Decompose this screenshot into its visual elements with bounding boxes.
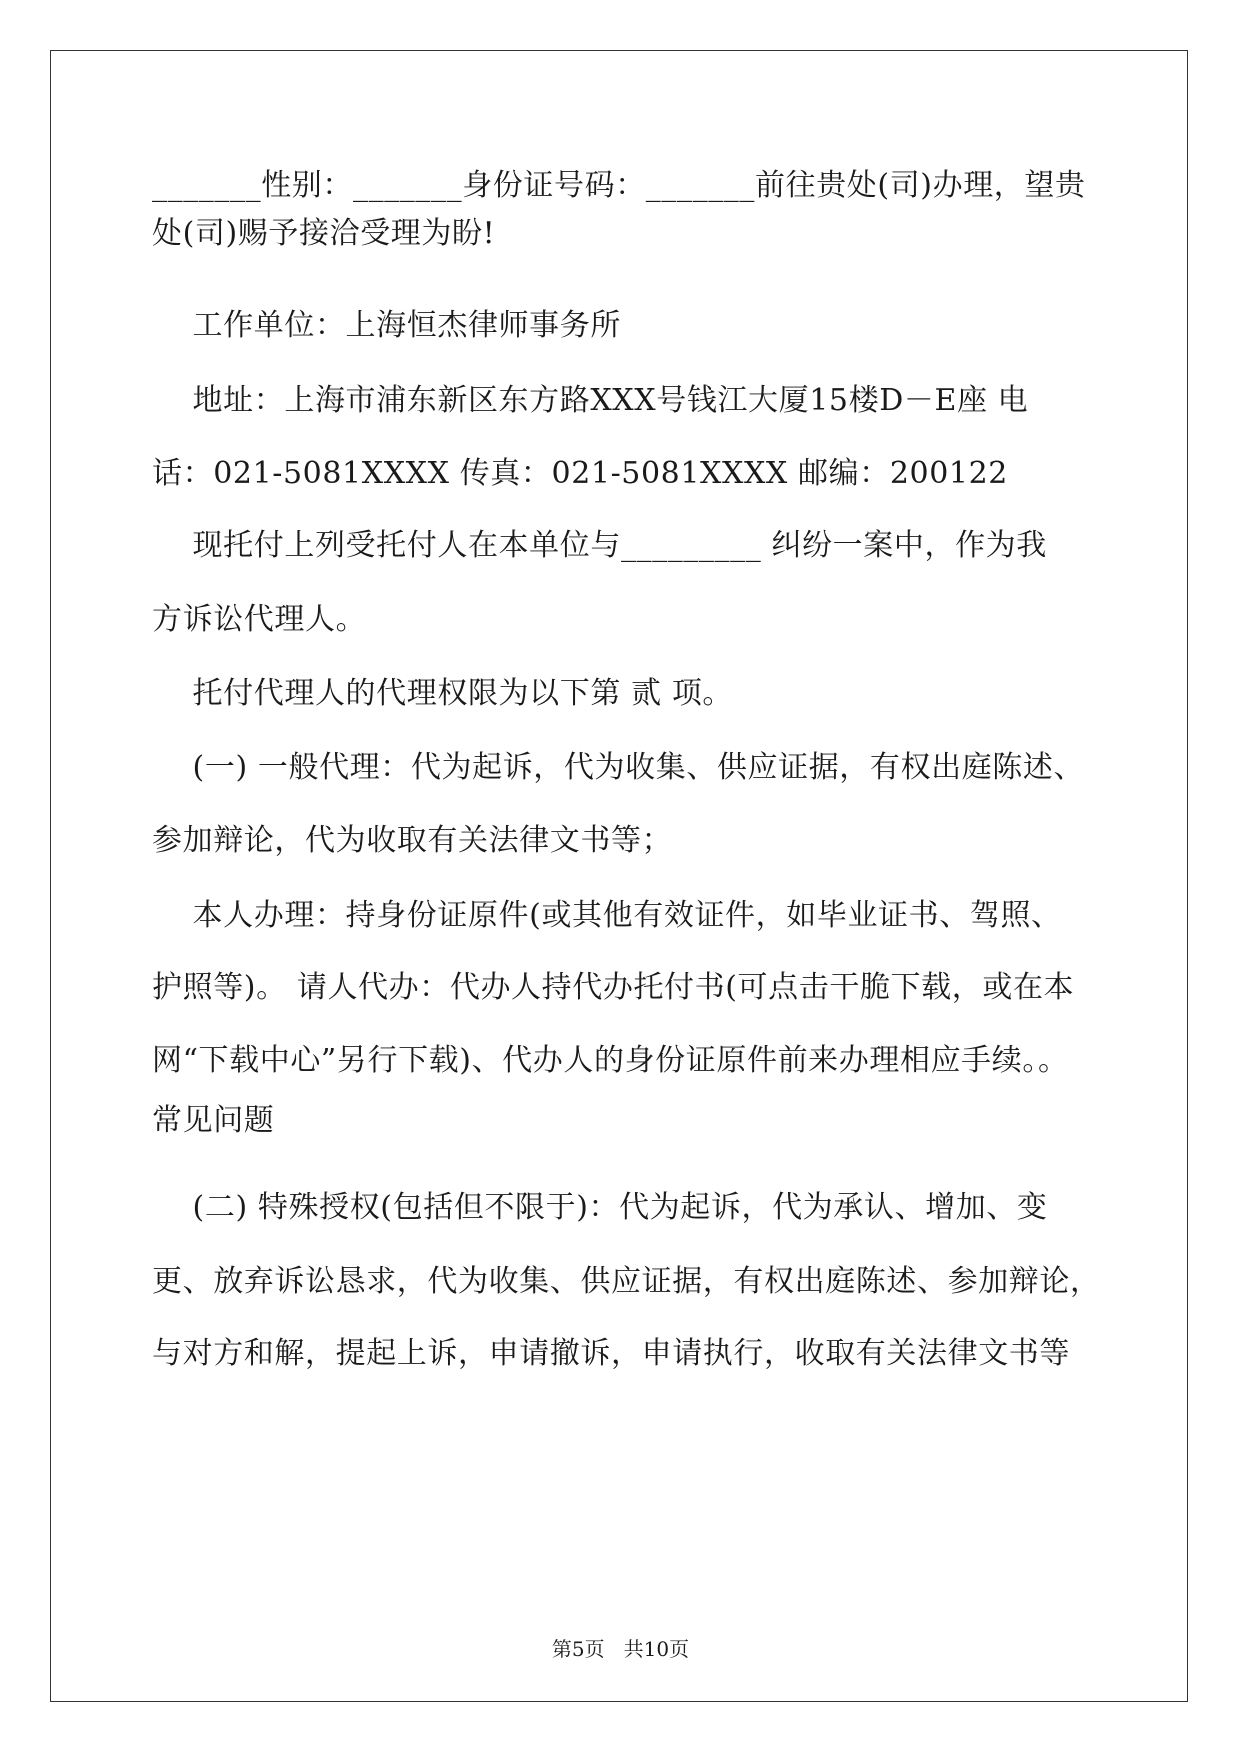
text-line: 地址：上海市浦东新区东方路XXX号钱江大厦15楼D－E座 电 bbox=[152, 383, 1029, 418]
text-line: 处(司)赐予接洽受理为盼! bbox=[152, 216, 496, 251]
text-line: 方诉讼代理人。 bbox=[152, 602, 367, 637]
text-line: 本人办理：持身份证原件(或其他有效证件，如毕业证书、驾照、 bbox=[152, 898, 1062, 933]
text-line: (二) 特殊授权(包括但不限于)：代为起诉，代为承认、增加、变 bbox=[152, 1190, 1048, 1225]
text-line: (一) 一般代理：代为起诉，代为收集、供应证据，有权出庭陈述、 bbox=[152, 750, 1085, 785]
text-line: 更、放弃诉讼恳求，代为收集、供应证据，有权出庭陈述、参加辩论， bbox=[152, 1264, 1101, 1299]
text-line: 话：021-5081XXXX 传真：021-5081XXXX 邮编：200122 bbox=[152, 456, 1008, 491]
section-heading: 常见问题 bbox=[152, 1103, 275, 1138]
text-line: 网“下载中心”另行下载)、代办人的身份证原件前来办理相应手续。。 bbox=[152, 1043, 1069, 1078]
text-line: 与对方和解，提起上诉，申请撤诉，申请执行，收取有关法律文书等 bbox=[152, 1336, 1070, 1371]
text-line: 参加辩论，代为收取有关法律文书等； bbox=[152, 823, 673, 858]
text-line: _______性别：_______身份证号码：_______前往贵处(司)办理，望贵 bbox=[152, 168, 1086, 203]
text-line: 护照等)。 请人代办：代办人持代办托付书(可点击干脆下载，或在本 bbox=[152, 970, 1075, 1005]
text-line: 工作单位：上海恒杰律师事务所 bbox=[152, 308, 621, 343]
page-border bbox=[50, 50, 1188, 1702]
text-line: 现托付上列受托付人在本单位与_________ 纠纷一案中，作为我 bbox=[152, 528, 1047, 563]
page-footer bbox=[0, 1633, 1241, 1662]
text-line: 托付代理人的代理权限为以下第 贰 项。 bbox=[152, 676, 734, 711]
page-number: 第5页 共10页 bbox=[551, 1637, 690, 1661]
